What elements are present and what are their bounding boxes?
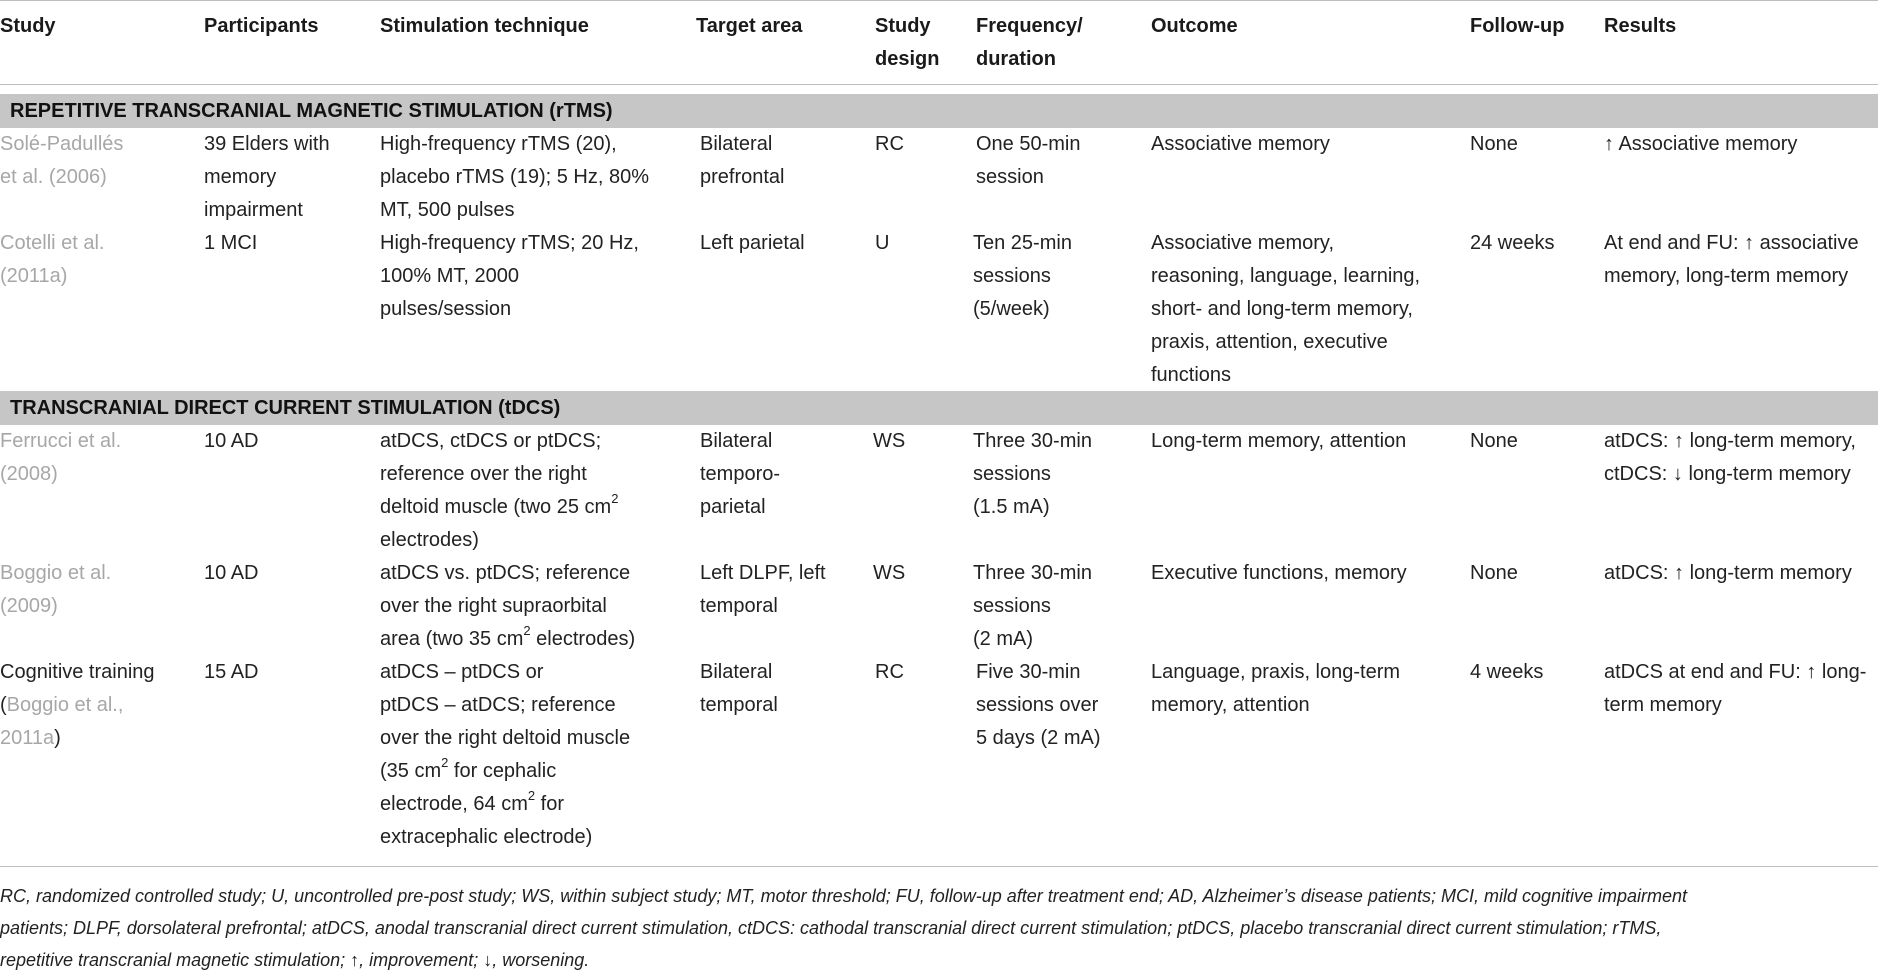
superscript-two: 2	[441, 755, 449, 771]
row-2-target-line: Left parietal	[700, 232, 805, 254]
row-1-technique-line: placebo rTMS (19); 5 Hz, 80%	[380, 166, 649, 188]
header-design-line-1: Study	[875, 15, 931, 37]
row-3-participants-line: 10 AD	[204, 430, 259, 452]
row-2-frequency-line: (5/week)	[973, 298, 1050, 320]
superscript-two: 2	[527, 788, 536, 804]
footnote-line: repetitive transcranial magnetic stimulation; ↑, improvement; ↓, worsening.	[0, 950, 590, 970]
row-2-outcome	[1151, 227, 1420, 392]
row-3-study-line: Ferrucci et al.	[0, 430, 122, 452]
row-5-technique-line: over the right deltoid muscle	[380, 727, 631, 749]
row-1-followup	[1470, 128, 1518, 161]
footnote-line: RC, randomized controlled study; U, uncontrolled pre-post study; WS, within subject study; MT, motor threshold; FU, follow-up after treatment end; AD, Alzheimer’s disease patients; MCI, mild cognitive impairment	[0, 886, 1688, 906]
header-outcome: Outcome	[1151, 15, 1238, 37]
row-4-design	[873, 557, 905, 590]
row-2-results-line: memory, long-term memory	[1604, 265, 1849, 287]
row-5-target	[700, 656, 778, 722]
row-5-design-line: RC	[875, 661, 904, 683]
header-study: Study	[0, 15, 56, 37]
row-3-target-line: temporo-	[700, 463, 781, 485]
row-4-technique-text: electrodes)	[530, 628, 636, 650]
section-rtms	[0, 94, 1878, 128]
row-1-target-line: prefrontal	[700, 166, 785, 188]
row-3-technique-line: atDCS, ctDCS or ptDCS;	[380, 430, 602, 452]
row-1-outcome-line: Associative memory	[1151, 133, 1330, 155]
row-3-target-line: Bilateral	[700, 430, 773, 452]
header-frequency-line-2: duration	[976, 48, 1056, 70]
header-frequency-line-1: Frequency/	[976, 15, 1083, 37]
row-2-frequency-line: sessions	[973, 265, 1051, 287]
row-2-outcome-line: functions	[1151, 364, 1232, 386]
row-5-study-line	[0, 722, 155, 755]
header-followup: Follow-up	[1470, 15, 1565, 37]
row-1-design-line: RC	[875, 133, 904, 155]
row-3-frequency-line: Three 30-min	[973, 430, 1092, 452]
header-design-line-2: design	[875, 48, 940, 70]
row-5-technique-line: atDCS – ptDCS or	[380, 661, 544, 683]
row-5-frequency	[976, 656, 1100, 755]
section-tdcs	[0, 391, 1878, 425]
row-2-participants-line: 1 MCI	[204, 232, 258, 254]
row-4-frequency	[973, 557, 1092, 656]
row-5-results-line: term memory	[1604, 694, 1722, 716]
row-2-frequency	[973, 227, 1072, 326]
row-5-technique-line: ptDCS – atDCS; reference	[380, 694, 616, 716]
row-4-design-line: WS	[873, 562, 906, 584]
row-4-frequency-line: (2 mA)	[973, 628, 1033, 650]
row-5-study	[0, 656, 155, 755]
row-4-technique-line: atDCS vs. ptDCS; reference	[380, 562, 631, 584]
row-3-technique-line: electrodes)	[380, 529, 479, 551]
row-2-participants	[204, 227, 257, 260]
row-4-followup-line: None	[1470, 562, 1518, 584]
row-4-participants-line: 10 AD	[204, 562, 259, 584]
row-4-technique-line: over the right supraorbital	[380, 595, 607, 617]
row-2-results	[1604, 227, 1859, 293]
row-1-frequency	[976, 128, 1081, 194]
row-5-technique-line	[380, 755, 630, 788]
row-3-technique-line: reference over the right	[380, 463, 587, 485]
table-top-rule	[0, 0, 1878, 1]
row-2-study-line: Cotelli et al.	[0, 232, 105, 254]
row-5-followup-line: 4 weeks	[1470, 661, 1544, 683]
row-5-technique-line	[380, 788, 630, 821]
superscript-two: 2	[523, 623, 531, 639]
section-rtms-label: REPETITIVE TRANSCRANIAL MAGNETIC STIMULATION (rTMS)	[10, 100, 613, 122]
table-footnote	[0, 880, 1878, 976]
row-3-followup	[1470, 425, 1518, 458]
row-2-design-line: U	[875, 232, 890, 254]
row-4-results	[1604, 557, 1852, 590]
row-1-outcome	[1151, 128, 1330, 161]
row-3-target-line: parietal	[700, 496, 766, 518]
row-5-study-line: Cognitive training	[0, 661, 155, 683]
row-3-outcome-line: Long-term memory, attention	[1151, 430, 1407, 452]
row-4-target-line: temporal	[700, 595, 778, 617]
section-tdcs-label: TRANSCRANIAL DIRECT CURRENT STIMULATION (tDCS)	[10, 397, 561, 419]
row-4-outcome	[1151, 557, 1407, 590]
row-2-design	[875, 227, 889, 260]
row-4-study	[0, 557, 111, 623]
row-4-technique-line	[380, 623, 635, 656]
row-2-outcome-line: Associative memory,	[1151, 232, 1335, 254]
row-1-technique	[380, 128, 649, 227]
row-1-frequency-line: One 50-min	[976, 133, 1081, 155]
row-4-followup	[1470, 557, 1518, 590]
row-3-technique-text: deltoid muscle (two 25 cm	[380, 496, 612, 518]
row-1-study	[0, 128, 123, 194]
row-3-followup-line: None	[1470, 430, 1518, 452]
row-5-technique-line: extracephalic electrode)	[380, 826, 593, 848]
row-5-technique-text: (35 cm	[380, 760, 442, 782]
row-3-design	[873, 425, 905, 458]
row-3-study-line: (2008)	[0, 463, 58, 485]
row-2-frequency-line: Ten 25-min	[973, 232, 1072, 254]
row-3-results-line: ctDCS: ↓ long-term memory	[1604, 463, 1851, 485]
superscript-two: 2	[611, 491, 619, 507]
row-5-technique-text: for cephalic	[448, 760, 557, 782]
row-5-outcome-line: memory, attention	[1151, 694, 1310, 716]
row-2-study-line: (2011a)	[0, 265, 68, 287]
row-5-study-paren: )	[54, 727, 61, 749]
row-1-technique-line: High-frequency rTMS (20),	[380, 133, 617, 155]
row-5-participants	[204, 656, 258, 689]
row-5-frequency-line: Five 30-min	[976, 661, 1081, 683]
row-1-participants-line: impairment	[204, 199, 303, 221]
row-5-results	[1604, 656, 1866, 722]
row-4-frequency-line: sessions	[973, 595, 1051, 617]
row-2-outcome-line: reasoning, language, learning,	[1151, 265, 1421, 287]
row-1-results-line: ↑ Associative memory	[1604, 133, 1798, 155]
header-target: Target area	[696, 15, 803, 37]
row-5-frequency-line: sessions over	[976, 694, 1099, 716]
row-5-results-line: atDCS at end and FU: ↑ long-	[1604, 661, 1867, 683]
row-2-study	[0, 227, 105, 293]
row-1-frequency-line: session	[976, 166, 1044, 188]
row-4-target	[700, 557, 826, 623]
row-1-results	[1604, 128, 1797, 161]
row-4-technique	[380, 557, 635, 656]
header-frequency	[976, 10, 1083, 76]
row-1-participants-line: 39 Elders with	[204, 133, 330, 155]
row-1-study-line: et al. (2006)	[0, 166, 107, 188]
row-1-participants-line: memory	[204, 166, 277, 188]
row-4-participants	[204, 557, 258, 590]
row-2-technique-line: pulses/session	[380, 298, 512, 320]
row-2-technique-line: 100% MT, 2000	[380, 265, 519, 287]
row-5-study-ref: 2011a	[0, 727, 55, 749]
row-5-technique	[380, 656, 630, 854]
header-design	[875, 10, 939, 76]
row-5-design	[875, 656, 904, 689]
row-2-technique-line: High-frequency rTMS; 20 Hz,	[380, 232, 639, 254]
row-2-followup-line: 24 weeks	[1470, 232, 1555, 254]
row-3-participants	[204, 425, 258, 458]
header-technique: Stimulation technique	[380, 15, 589, 37]
row-4-outcome-line: Executive functions, memory	[1151, 562, 1407, 584]
row-5-study-paren: (	[0, 694, 7, 716]
row-5-study-ref: Boggio et al.,	[6, 694, 124, 716]
row-2-technique	[380, 227, 639, 326]
row-3-design-line: WS	[873, 430, 906, 452]
row-3-frequency-line: (1.5 mA)	[973, 496, 1050, 518]
row-2-followup	[1470, 227, 1555, 260]
row-1-target	[700, 128, 785, 194]
row-3-technique	[380, 425, 618, 557]
row-4-study-line: (2009)	[0, 595, 58, 617]
row-2-target	[700, 227, 805, 260]
row-4-target-line: Left DLPF, left	[700, 562, 826, 584]
row-3-results-line: atDCS: ↑ long-term memory,	[1604, 430, 1856, 452]
row-5-followup	[1470, 656, 1543, 689]
row-5-target-line: temporal	[700, 694, 778, 716]
row-5-participants-line: 15 AD	[204, 661, 259, 683]
row-1-study-line: Solé-Padullés	[0, 133, 124, 155]
row-1-design	[875, 128, 904, 161]
row-3-frequency-line: sessions	[973, 463, 1051, 485]
row-5-study-line	[0, 689, 155, 722]
header-participants: Participants	[204, 15, 319, 37]
row-1-technique-line: MT, 500 pulses	[380, 199, 515, 221]
row-4-results-line: atDCS: ↑ long-term memory	[1604, 562, 1852, 584]
row-4-technique-text: area (two 35 cm	[380, 628, 524, 650]
row-3-outcome	[1151, 425, 1406, 458]
row-2-results-line: At end and FU: ↑ associative	[1604, 232, 1859, 254]
row-3-technique-line	[380, 491, 618, 524]
row-5-outcome-line: Language, praxis, long-term	[1151, 661, 1401, 683]
row-2-outcome-line: praxis, attention, executive	[1151, 331, 1388, 353]
row-1-followup-line: None	[1470, 133, 1518, 155]
table-bottom-rule	[0, 866, 1878, 867]
row-5-technique-text: electrode, 64 cm	[380, 793, 528, 815]
row-5-target-line: Bilateral	[700, 661, 773, 683]
footnote-line: patients; DLPF, dorsolateral prefrontal; atDCS, anodal transcranial direct current stimulation, ctDCS: cathodal transcranial direct current stimulation; ptDCS, placebo transcranial direct current stimulation; rTMS,	[0, 918, 1662, 938]
row-3-frequency	[973, 425, 1092, 524]
row-5-outcome	[1151, 656, 1400, 722]
header-results: Results	[1604, 15, 1677, 37]
header-rule	[0, 84, 1878, 85]
row-2-outcome-line: short- and long-term memory,	[1151, 298, 1413, 320]
row-3-target	[700, 425, 780, 524]
row-5-frequency-line: 5 days (2 mA)	[976, 727, 1101, 749]
row-5-technique-text: for	[535, 793, 564, 815]
row-1-target-line: Bilateral	[700, 133, 773, 155]
row-1-participants	[204, 128, 330, 227]
row-4-study-line: Boggio et al.	[0, 562, 112, 584]
row-4-frequency-line: Three 30-min	[973, 562, 1092, 584]
row-3-study	[0, 425, 121, 491]
row-3-results	[1604, 425, 1856, 491]
